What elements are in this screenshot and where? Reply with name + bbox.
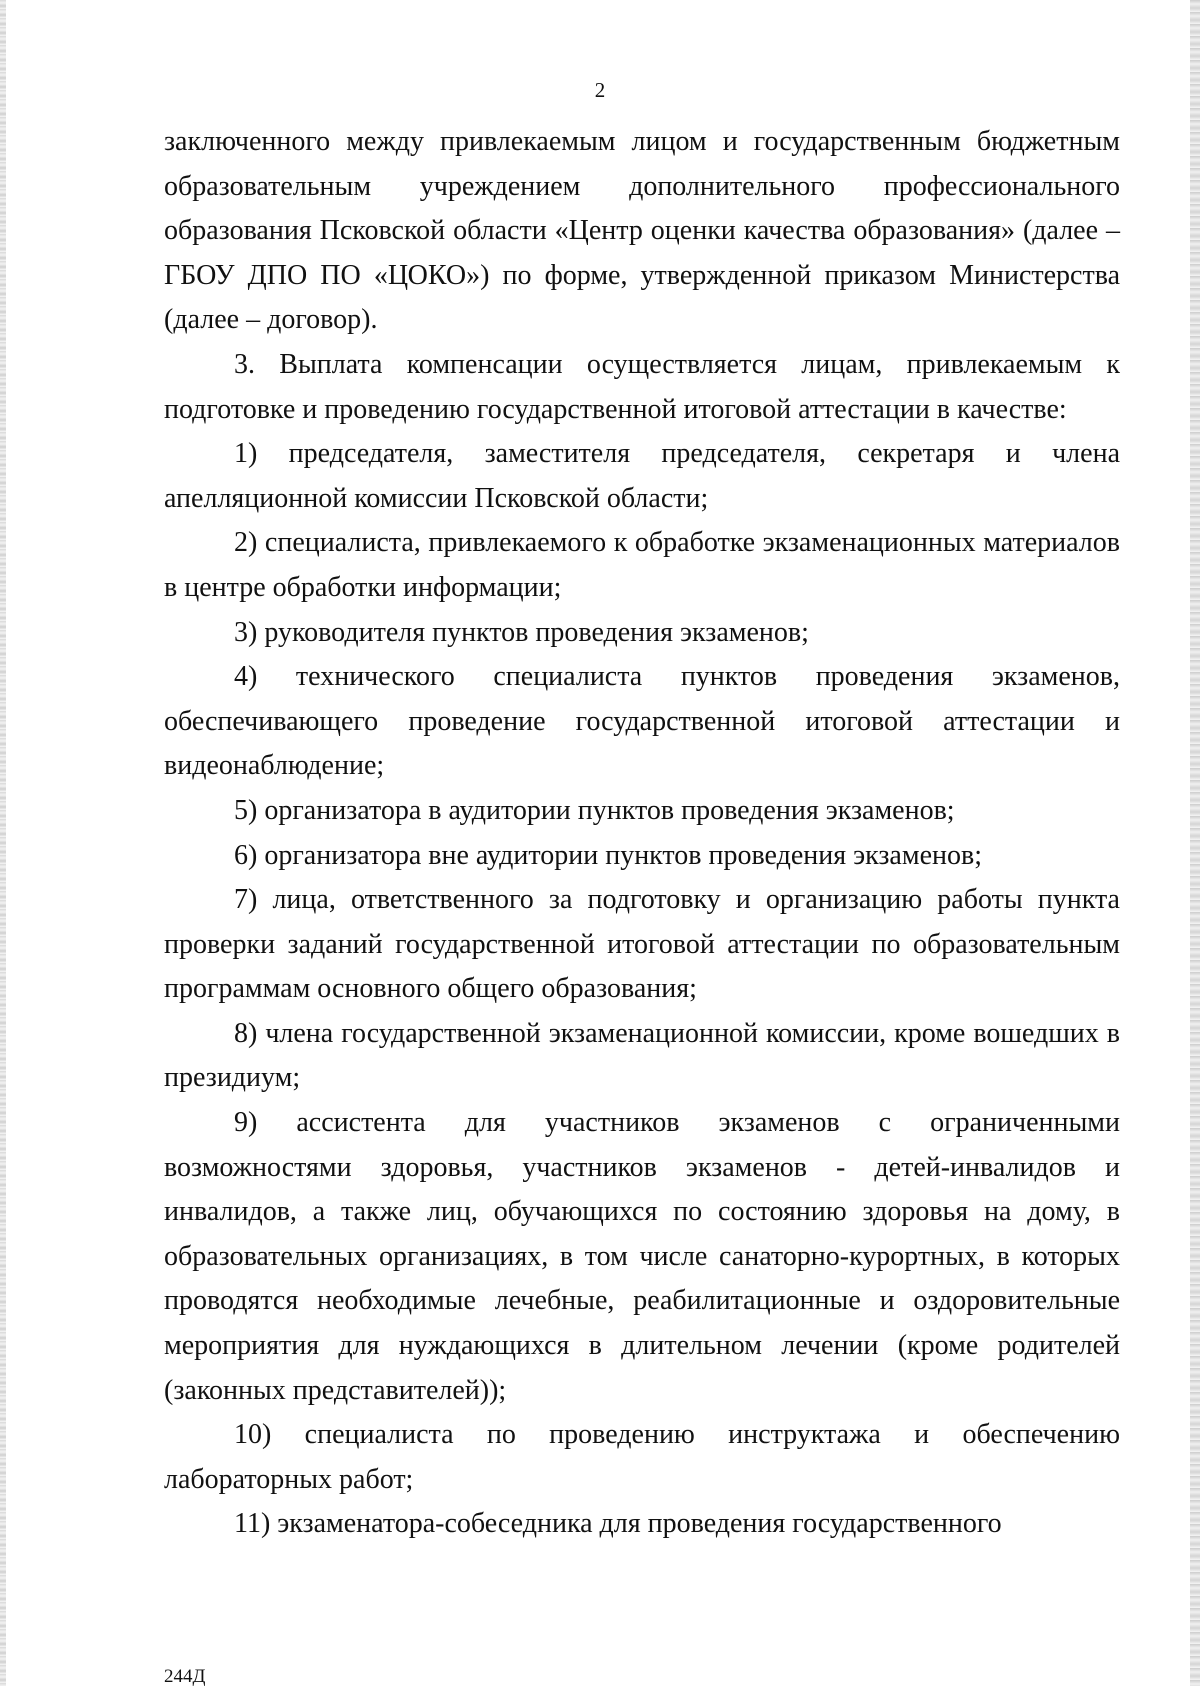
- list-item-9: 9) ассистента для участников экзаменов с ограниченными возможностями здоровья, участников экзаменов - детей-инвалидов и инвалидов, а также лиц, обучающихся по состоянию здоровья на дому, в образовательных организациях, в том числе санаторно-курортных, в которых проводятся необходимые лечебные, реабилитационные и оздоровительные мероприятия для нуждающихся в длительном лечении (кроме родителей (законных представителей));: [164, 1107, 1120, 1406]
- list-item-4: 4) технического специалиста пунктов проведения экзаменов, обеспечивающего проведение государственной итоговой аттестации и видеонаблюдение;: [164, 661, 1120, 782]
- document-body: [164, 120, 1120, 1547]
- list-item-10: 10) специалиста по проведению инструктажа и обеспечению лабораторных работ;: [164, 1419, 1120, 1495]
- list-item-7: 7) лица, ответственного за подготовку и организацию работы пункта проверки заданий государственной итоговой аттестации по образовательным программам основного общего образования;: [164, 884, 1120, 1005]
- page-number: 2: [594, 78, 606, 102]
- list-item-3: 3) руководителя пунктов проведения экзаменов;: [234, 616, 809, 648]
- list-item-6: 6) организатора вне аудитории пунктов проведения экзаменов;: [234, 839, 982, 871]
- scan-edge-right: [1190, 0, 1200, 1686]
- document-code: 244Д: [164, 1666, 206, 1687]
- list-item-11: 11) экзаменатора-собеседника для проведения государственного: [234, 1508, 1002, 1540]
- list-item-1: 1) председателя, заместителя председателя, секретаря и члена апелляционной комиссии Псковской области;: [164, 438, 1120, 514]
- paragraph-item-3: 3. Выплата компенсации осуществляется лицам, привлекаемым к подготовке и проведению государственной итоговой аттестации в качестве:: [164, 348, 1120, 425]
- paragraph-continuation: заключенного между привлекаемым лицом и государственным бюджетным образовательным учреждением дополнительного профессионального образования Псковской области «Центр оценки качества образования» (далее – ГБОУ ДПО ПО «ЦОКО») по форме, утвержденной приказом Министерства (далее – договор).: [164, 126, 1120, 336]
- list-item-5: 5) организатора в аудитории пунктов проведения экзаменов;: [234, 794, 955, 826]
- list-item-8: 8) члена государственной экзаменационной комиссии, кроме вошедших в президиум;: [164, 1017, 1120, 1094]
- scan-edge-left: [0, 0, 6, 1686]
- list-item-2: 2) специалиста, привлекаемого к обработке экзаменационных материалов в центре обработки информации;: [164, 527, 1120, 603]
